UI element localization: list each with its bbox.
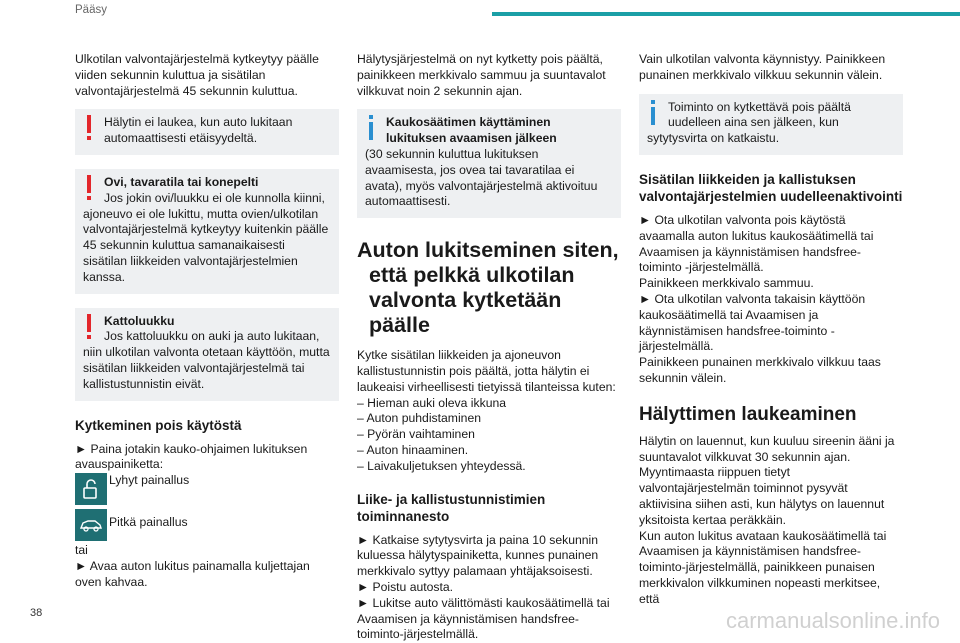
header-accent-bar: [492, 12, 960, 16]
list-item: – Auton puhdistaminen: [357, 411, 481, 426]
warning-title: Ovi, tavaratila tai konepelti: [104, 174, 259, 189]
info-text: (30 sekunnin kuluttua lukituksen avaamisesta, jos ovea tai tavaratilaa ei avata), myös valvontajärjestelmä aktivoituu automaattisesti.: [365, 146, 598, 209]
info-text: sytytysvirta on katkaistu.: [647, 131, 780, 146]
section-heading: Kytkeminen pois käytöstä: [75, 417, 242, 433]
column-1: [75, 52, 339, 591]
info-title: Kaukosäätimen käyttäminen lukituksen avaamisen jälkeen: [386, 115, 557, 146]
warning-title: Kattoluukku: [104, 313, 175, 328]
warning-exclamation-icon: [84, 314, 94, 342]
intro-text: Ulkotilan valvontajärjestelmä kytkeytyy päälle viiden sekunnin kuluttua ja sisätilan valvontajärjestelmä 45 sekunnin kuluttua.: [75, 52, 319, 98]
info-icon: [366, 115, 376, 143]
warning-note: [75, 109, 339, 155]
step-text: ► Lukitse auto välittömästi kaukosäätimellä tai Avaamisen ja käynnistämisen handsfree-toiminto-järjestelmällä.: [357, 595, 610, 642]
step-text: ► Ota ulkotilan valvonta takaisin käyttöön kaukosäätimellä tai Avaamisen ja käynnistämisen handsfree-toiminto -järjestelmällä.: [639, 291, 866, 354]
step-text: ► Katkaise sytytysvirta ja paina 10 sekunnin kuluessa hälytyspainiketta, kunnes punainen merkkivalo syttyy palamaan yhtäjaksoisesti.: [357, 532, 599, 579]
section-title: Pääsy: [75, 4, 107, 16]
unlock-icon: [75, 473, 107, 505]
key-row: [75, 473, 339, 507]
warning-text: Hälytin ei laukea, kun auto lukitaan automaattisesti etäisyydeltä.: [104, 115, 293, 146]
section-heading: Sisätilan liikkeiden ja kallistuksen valvontajärjestelmien uudelleenaktivointi: [639, 171, 903, 204]
step-text: ► Paina jotakin kauko-ohjaimen lukituksen avauspainiketta:: [75, 441, 308, 472]
warning-exclamation-icon: [84, 115, 94, 143]
step-text: ► Ota ulkotilan valvonta pois käytöstä avaamalla auton lukitus kaukosäätimellä tai Avaamisen ja käynnistämisen handsfree-toiminto -järjestelmällä.: [639, 212, 874, 275]
body-text: Kun auton lukitus avataan kaukosäätimellä tai Avaamisen ja käynnistämisen handsfree-toiminto-järjestelmällä, painikkeen punaisen merkkivalon vilkkuminen nopeasti merkitsee, että: [639, 528, 887, 606]
list-item: – Hieman auki oleva ikkuna: [357, 395, 507, 410]
chapter-title-line: että pelkkä ulkotilan valvonta kytketään päälle: [369, 263, 575, 338]
car-icon: [75, 509, 107, 541]
body-text: Painikkeen merkkivalo sammuu.: [639, 276, 814, 291]
info-note: [639, 94, 903, 155]
key-label: Lyhyt painallus: [109, 473, 190, 488]
list-item: – Pyörän vaihtaminen: [357, 427, 475, 442]
body-text: Myyntimaasta riippuen tietyt valvontajärjestelmän toiminnot pysyvät aktiivisina siihen asti, kun hälytys on lauennut yksitoista kertaa peräkkäin.: [639, 465, 885, 527]
chapter-title: Hälyttimen laukeaminen: [639, 403, 857, 425]
intro-text: Vain ulkotilan valvonta käynnistyy. Painikkeen punainen merkkivalo vilkkuu sekunnin välein.: [639, 52, 886, 82]
list: [357, 396, 621, 475]
step-text: ► Poistu autosta.: [357, 579, 454, 594]
warning-exclamation-icon: [84, 175, 94, 203]
warning-note: [75, 169, 339, 294]
page-number: 38: [30, 607, 43, 619]
step-text: ► Avaa auton lukitus painamalla kuljettajan oven kahvaa.: [75, 558, 310, 589]
warning-text: niin ulkotilan valvonta otetaan käyttöön, mutta sisätilan liikkeiden valvontajärjestelmä tai kallistustunnistin eivät.: [83, 345, 330, 391]
body-text: Kytke sisätilan liikkeiden ja ajoneuvon kallistustunnistin pois päältä, jotta hälytin ei laukeaisi virheellisesti tietyissä tilanteissa kuten:: [357, 348, 616, 394]
body-text: Painikkeen punainen merkkivalo vilkkuu taas sekunnin välein.: [639, 355, 881, 385]
warning-text: Jos kattoluukku on auki ja auto lukitaan,: [104, 329, 320, 344]
list-item: – Auton hinaaminen.: [357, 442, 469, 457]
or-text: tai: [75, 543, 88, 558]
list-item: – Laivakuljetuksen yhteydessä.: [357, 458, 526, 473]
info-text: Toiminto on kytkettävä pois päältä uudelleen aina sen jälkeen, kun: [668, 99, 851, 130]
warning-text: ajoneuvo ei ole lukittu, mutta ovien/ulkotilan valvontajärjestelmä kytkeytyy kuitenkin päälle 45 sekunnin kuluttua samanaikaisesti sisätilan liikkeiden valvontajärjestelmien kanssa.: [83, 206, 329, 284]
chapter-title-line: Auton lukitseminen siten,: [357, 238, 619, 263]
watermark: carmanualsonline.info: [725, 608, 940, 633]
key-row: [75, 509, 339, 543]
info-note: [357, 109, 621, 218]
key-label: Pitkä painallus: [109, 515, 188, 530]
column-3: [639, 52, 903, 608]
intro-text: Hälytysjärjestelmä on nyt kytketty pois päältä, painikkeen merkkivalo sammuu ja suuntavalot vilkkuvat noin 2 sekunnin ajan.: [357, 52, 606, 98]
chapter-title: [357, 238, 621, 338]
warning-note: [75, 308, 339, 401]
column-2: [357, 52, 621, 643]
section-heading: Liike- ja kallistustunnistimien toiminnanesto: [357, 491, 546, 524]
info-icon: [648, 100, 658, 128]
body-text: Hälytin on lauennut, kun kuuluu sireenin ääni ja suuntavalot vilkkuvat 30 sekunnin ajan.: [639, 433, 895, 464]
warning-text: Jos jokin ovi/luukku ei ole kunnolla kiinni,: [104, 190, 325, 205]
